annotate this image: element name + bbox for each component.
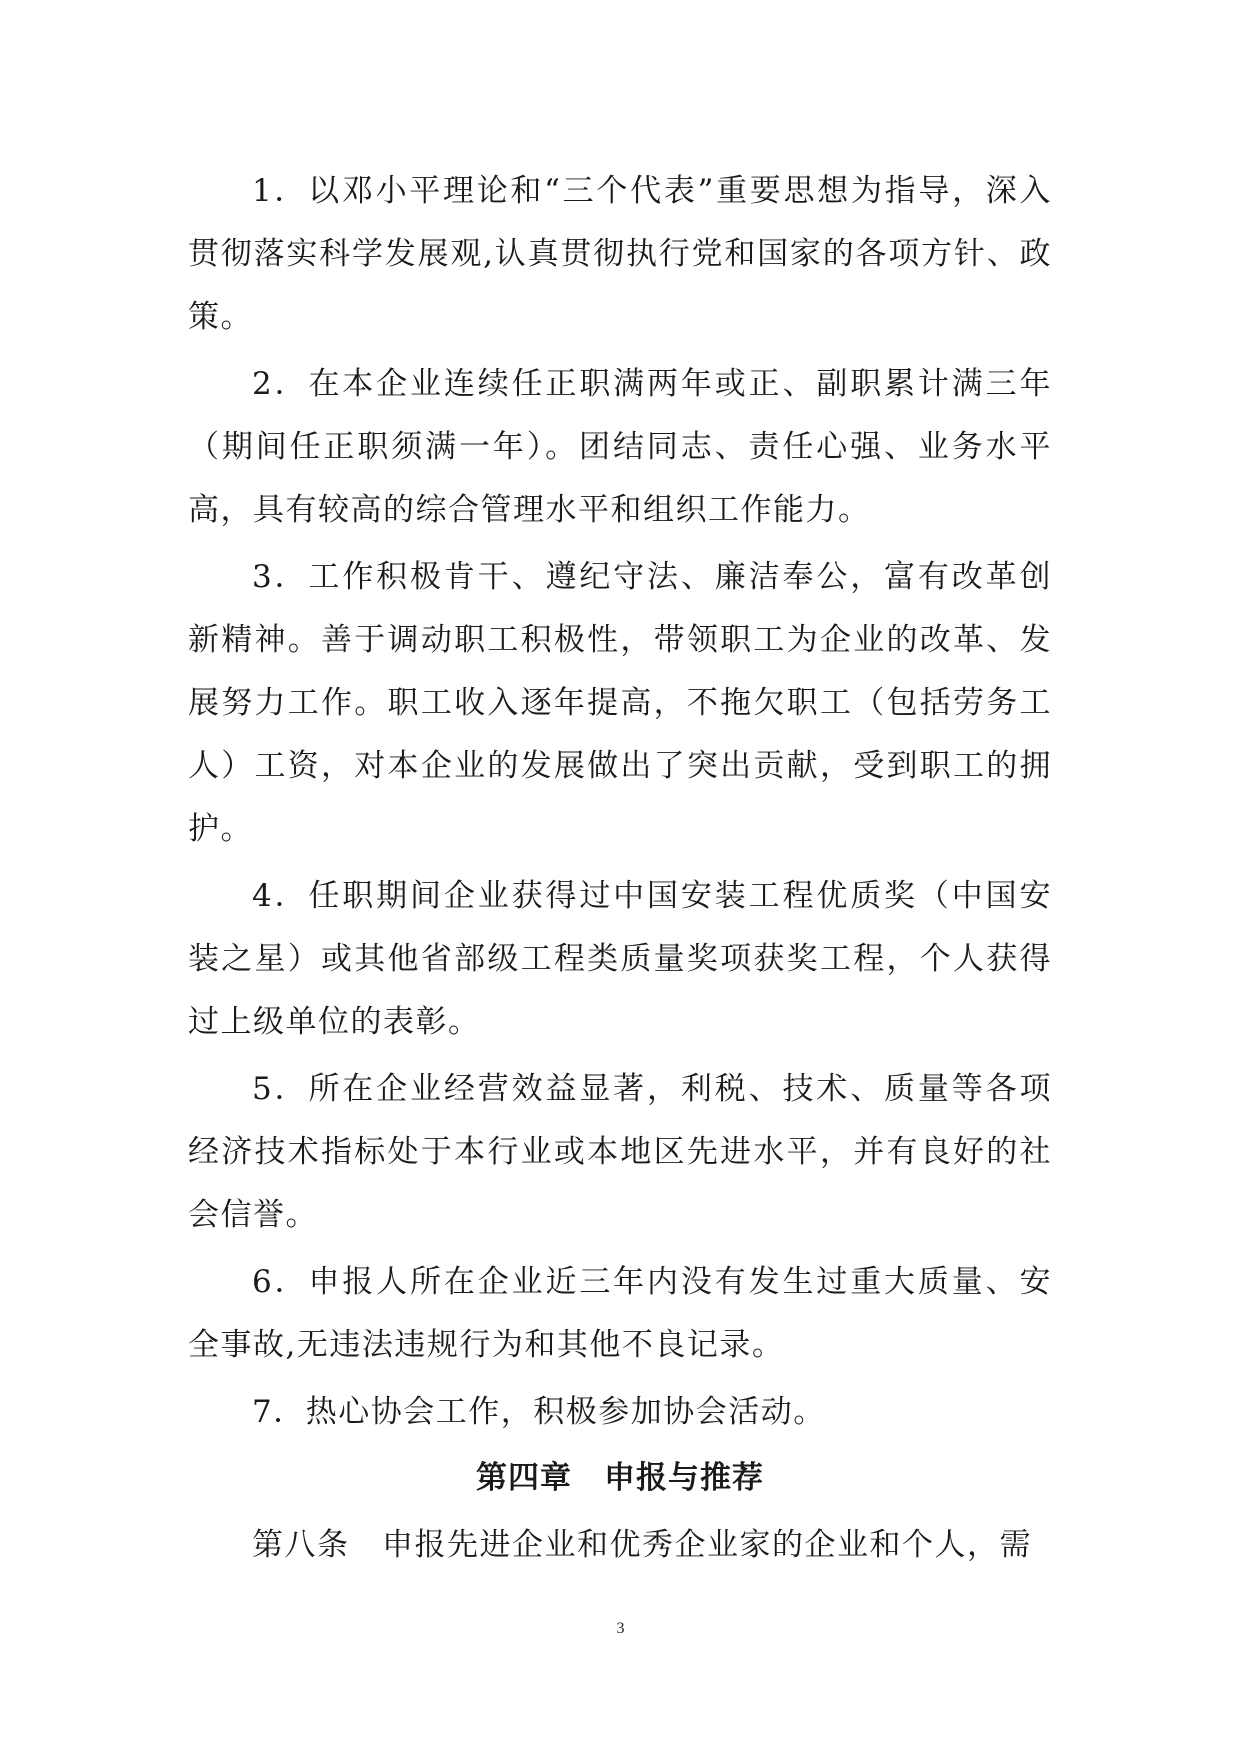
criterion-paragraph-1: 1．以邓小平理论和“三个代表”重要思想为指导，深入贯彻落实科学发展观,认真贯彻执行党和国家的各项方针、政策。 bbox=[188, 173, 1052, 335]
criterion-paragraph-6: 6．申报人所在企业近三年内没有发生过重大质量、安全事故,无违法违规行为和其他不良记录。 bbox=[188, 1264, 1052, 1363]
criterion-paragraph-7: 7．热心协会工作，积极参加协会活动。 bbox=[252, 1394, 826, 1430]
criterion-paragraph-4: 4．任职期间企业获得过中国安装工程优质奖（中国安装之星）或其他省部级工程类质量奖项获奖工程，个人获得过上级单位的表彰。 bbox=[188, 878, 1052, 1040]
criterion-paragraph-2: 2．在本企业连续任正职满两年或正、副职累计满三年（期间任正职须满一年）。团结同志、责任心强、业务水平高，具有较高的综合管理水平和组织工作能力。 bbox=[188, 366, 1052, 528]
criterion-paragraph-5: 5．所在企业经营效益显著，利税、技术、质量等各项经济技术指标处于本行业或本地区先进水平，并有良好的社会信誉。 bbox=[188, 1071, 1052, 1233]
article-paragraph: 第八条 申报先进企业和优秀企业家的企业和个人，需 bbox=[252, 1527, 1032, 1563]
chapter-heading: 第四章 申报与推荐 bbox=[476, 1460, 764, 1496]
page-number: 3 bbox=[616, 1620, 625, 1637]
criterion-paragraph-3: 3．工作积极肯干、遵纪守法、廉洁奉公，富有改革创新精神。善于调动职工积极性，带领职工为企业的改革、发展努力工作。职工收入逐年提高，不拖欠职工（包括劳务工人）工资，对本企业的发展做出了突出贡献，受到职工的拥护。 bbox=[188, 559, 1052, 847]
document-body bbox=[188, 160, 1052, 1577]
